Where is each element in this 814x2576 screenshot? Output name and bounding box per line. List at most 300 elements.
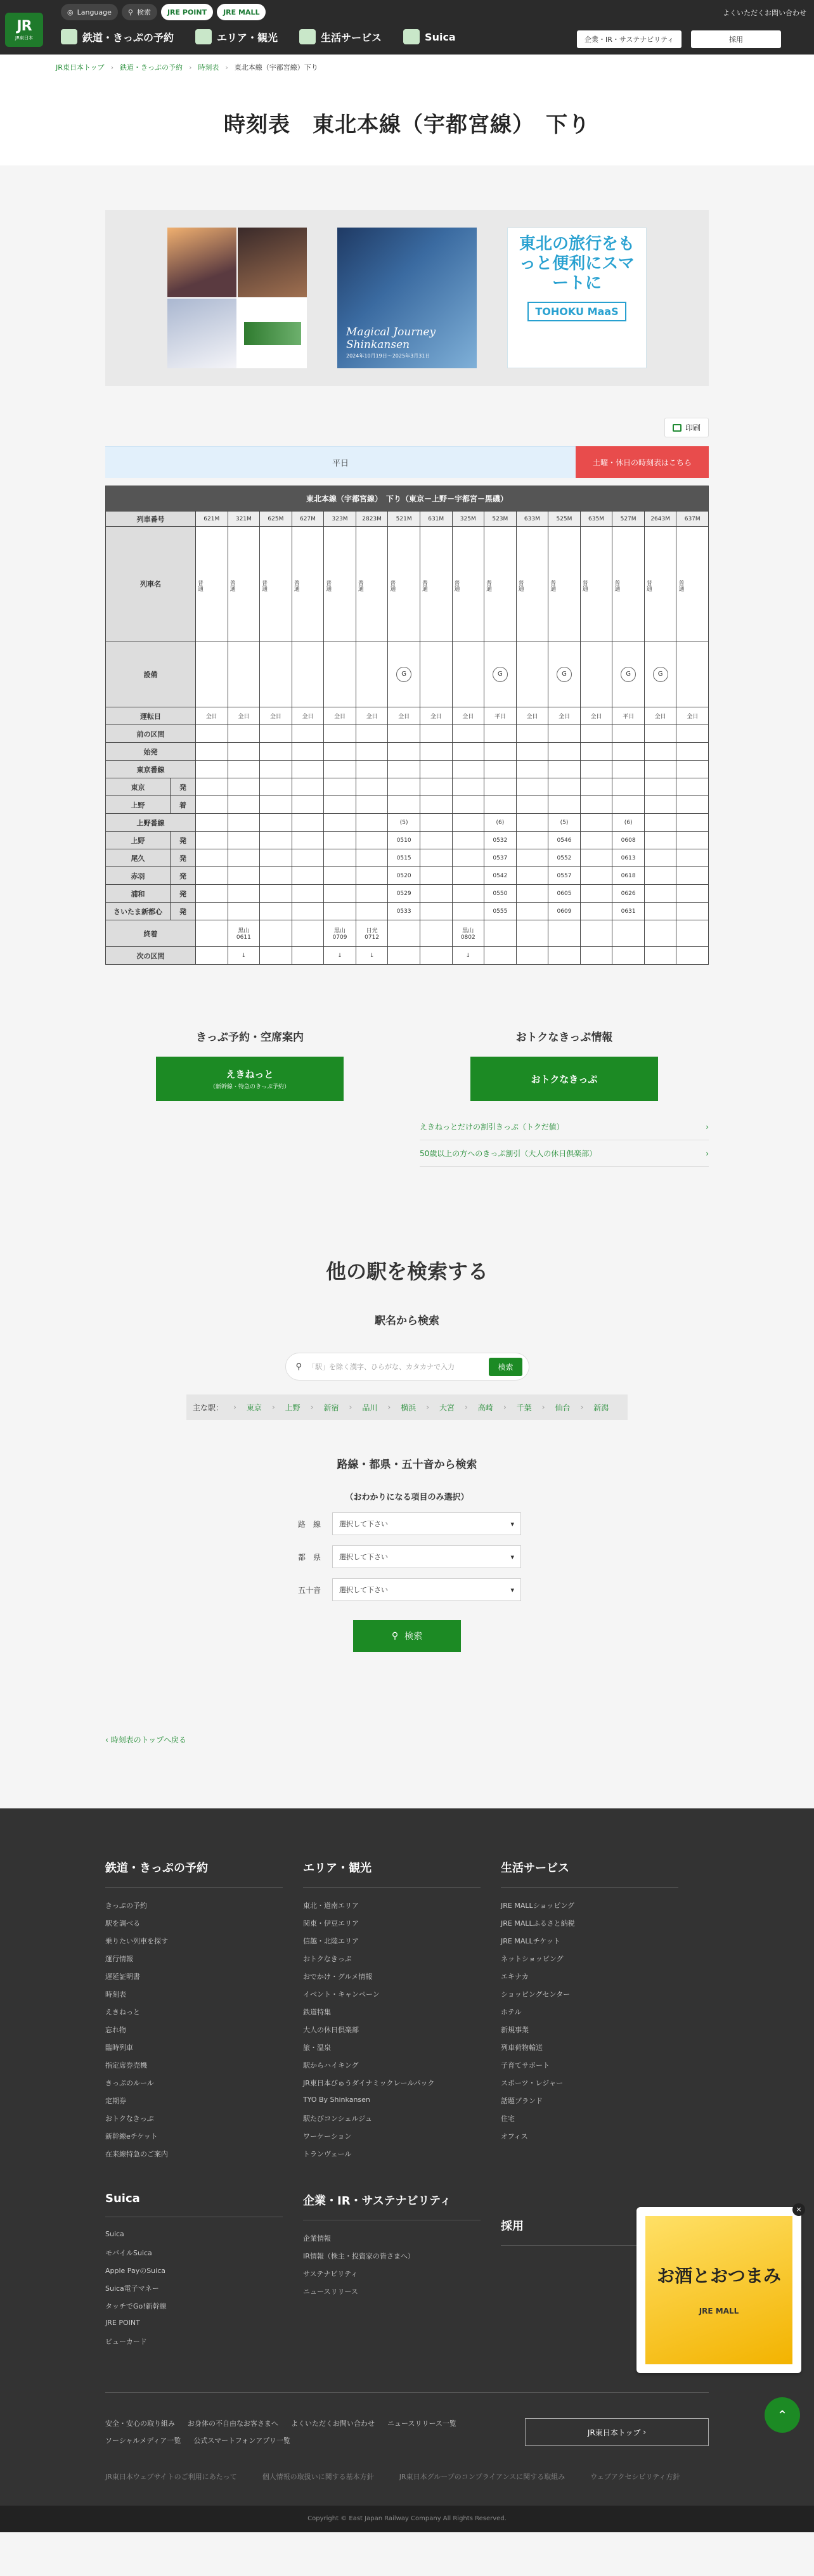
time-cell: ↓: [452, 947, 484, 965]
time-cell: [516, 761, 548, 778]
time-cell: [356, 849, 388, 867]
time-cell: 黒山 0709: [324, 920, 356, 947]
footer-link[interactable]: 運行情報: [105, 1955, 133, 1963]
footer-link[interactable]: 忘れ物: [105, 2026, 126, 2034]
time-cell: [324, 849, 356, 867]
footer-link[interactable]: スポーツ・レジャー: [501, 2079, 564, 2087]
tab-weekend-link[interactable]: 土曜・休日の時刻表はこちら: [576, 446, 709, 478]
train-type: 普通: [453, 580, 460, 591]
station-link[interactable]: 仙台: [555, 1403, 571, 1412]
footer-link[interactable]: 新規事業: [501, 2026, 529, 2034]
station-link[interactable]: 東京: [246, 1403, 262, 1412]
separator: ›: [541, 1403, 545, 1412]
footer-bottom-link[interactable]: ソーシャルメディア一覧: [105, 2437, 181, 2445]
time-cell: [196, 867, 228, 885]
time-cell: [676, 849, 709, 867]
arr-dep-label: 着: [171, 796, 196, 814]
footer-link[interactable]: 乗りたい列車を探す: [105, 1937, 168, 1945]
footer-link[interactable]: 在来線特急のご案内: [105, 2150, 168, 2158]
timetable-row: [106, 761, 709, 778]
time-cell: (6): [612, 814, 645, 832]
time-cell: 0608: [612, 832, 645, 849]
train-number[interactable]: 2823M: [356, 512, 388, 527]
time-cell: [292, 867, 324, 885]
footer-link[interactable]: 子育てサポート: [501, 2061, 550, 2070]
operation-day: 全日: [388, 707, 420, 725]
train-name: [516, 527, 548, 641]
time-cell: [356, 903, 388, 920]
footer-link[interactable]: 大人の休日倶楽部: [303, 2026, 359, 2034]
footer-bottom-link[interactable]: ニュースリリース一覧: [387, 2419, 456, 2428]
time-cell: [644, 849, 676, 867]
train-number[interactable]: 325M: [452, 512, 484, 527]
breadcrumb-item[interactable]: 鉄道・きっぷの予約: [119, 63, 183, 72]
time-cell: [292, 778, 324, 796]
train-number[interactable]: 625M: [260, 512, 292, 527]
timetable-row: [106, 725, 709, 743]
green-car-icon: G: [621, 667, 636, 682]
jre-point-link[interactable]: JRE POINT: [161, 4, 213, 20]
time-cell: [324, 743, 356, 761]
title-bar: [0, 80, 814, 165]
train-name: [612, 527, 645, 641]
footer-link[interactable]: 旅・温泉: [303, 2044, 331, 2052]
time-cell: [676, 725, 709, 743]
time-cell: [388, 725, 420, 743]
footer-link[interactable]: 指定席券売機: [105, 2061, 147, 2070]
time-cell: [260, 947, 292, 965]
tab-weekday[interactable]: 平日: [105, 446, 576, 478]
banner-train-suite[interactable]: [167, 228, 307, 368]
route-search-button[interactable]: [353, 1620, 461, 1652]
train-name: [644, 527, 676, 641]
station-name: 上野: [106, 832, 171, 849]
time-cell: ↓: [356, 947, 388, 965]
time-cell: [644, 867, 676, 885]
green-car-icon: G: [493, 667, 508, 682]
breadcrumb-item[interactable]: 時刻表: [198, 63, 219, 72]
jre-mall-link[interactable]: JRE MALL: [217, 4, 266, 20]
select-label: 都 県: [297, 1552, 321, 1562]
footer-link[interactable]: おトクなきっぷ: [105, 2115, 154, 2123]
time-cell: [644, 832, 676, 849]
time-cell: [356, 867, 388, 885]
separator: ›: [426, 1403, 429, 1412]
train-type: 普通: [325, 580, 332, 591]
station-link[interactable]: 横浜: [401, 1403, 417, 1412]
time-cell: 0631: [612, 903, 645, 920]
train-number[interactable]: 321M: [228, 512, 260, 527]
footer-legal: [105, 2471, 709, 2482]
time-cell: [420, 743, 452, 761]
print-row: [105, 418, 709, 437]
footer-link[interactable]: エキナカ: [501, 1973, 529, 1981]
footer-link[interactable]: イベント・キャンペーン: [303, 1990, 380, 1999]
search-title: 他の駅を検索する: [325, 1259, 488, 1284]
breadcrumb-separator: ›: [225, 63, 228, 72]
footer-heading: 生活サービス: [501, 1859, 678, 1888]
scroll-top-button[interactable]: ⌃: [765, 2397, 800, 2433]
footer-link[interactable]: 遅延証明書: [105, 1973, 140, 1981]
jr-logo[interactable]: [5, 13, 43, 47]
time-cell: 0510: [388, 832, 420, 849]
time-cell: [580, 761, 612, 778]
time-cell: [452, 743, 484, 761]
footer-link[interactable]: JRE MALLショッピング: [501, 1902, 575, 1910]
print-label: 印刷: [685, 423, 701, 432]
time-cell: [292, 920, 324, 947]
station-search-box: [285, 1353, 529, 1381]
footer-link[interactable]: トランヴェール: [303, 2150, 352, 2158]
facility-cell: [644, 641, 676, 707]
time-cell: [516, 778, 548, 796]
train-number[interactable]: 637M: [676, 512, 709, 527]
footer-bottom-link[interactable]: 安全・安心の取り組み: [105, 2419, 175, 2428]
station-search: [105, 1256, 709, 1652]
search-button[interactable]: [122, 4, 157, 20]
time-cell: 0542: [484, 867, 517, 885]
time-cell: [260, 885, 292, 903]
station-name: 次の区間: [106, 947, 196, 965]
footer-link[interactable]: IR情報（株主・投資家の皆さまへ）: [303, 2252, 415, 2260]
time-cell: [420, 885, 452, 903]
time-cell: [292, 796, 324, 814]
footer-link[interactable]: 企業情報: [303, 2234, 331, 2243]
time-cell: 黒山 0611: [228, 920, 260, 947]
legal-link[interactable]: ウェブアクセシビリティ方針: [590, 2473, 680, 2481]
nav-label: Suica: [425, 30, 456, 43]
timetable-row: [106, 903, 709, 920]
floating-ad[interactable]: [636, 2207, 801, 2373]
time-cell: ↓: [228, 947, 260, 965]
time-cell: (5): [548, 814, 581, 832]
footer-link[interactable]: サステナビリティ: [303, 2270, 358, 2278]
footer-bottom-link[interactable]: お身体の不自由なお客さまへ: [188, 2419, 278, 2428]
back-label: 時刻表のトップへ戻る: [110, 1736, 187, 1744]
train-number[interactable]: 621M: [196, 512, 228, 527]
footer-link[interactable]: JRE MALLふるさと納税: [501, 1919, 575, 1928]
train-name: [676, 527, 709, 641]
time-cell: [292, 814, 324, 832]
footer-heading: 鉄道・きっぷの予約: [105, 1859, 283, 1888]
nav-label: エリア・観光: [217, 31, 278, 44]
footer-link[interactable]: 住宅: [501, 2115, 515, 2123]
time-cell: 0532: [484, 832, 517, 849]
station-name: 赤羽: [106, 867, 171, 885]
time-cell: 0618: [612, 867, 645, 885]
time-cell: [388, 761, 420, 778]
language-button[interactable]: [61, 4, 118, 20]
time-cell: [676, 867, 709, 885]
timetable-row: [106, 512, 709, 527]
select-dropdown[interactable]: [332, 1578, 521, 1601]
facility-cell: [420, 641, 452, 707]
station-name: 終着: [106, 920, 196, 947]
time-cell: [260, 814, 292, 832]
footer-link[interactable]: Suica電子マネー: [105, 2284, 159, 2293]
station-link[interactable]: 新宿: [323, 1403, 339, 1412]
facility-cell: [356, 641, 388, 707]
time-cell: 0609: [548, 903, 581, 920]
facility-cell: [516, 641, 548, 707]
train-name: [228, 527, 260, 641]
station-link[interactable]: 品川: [362, 1403, 378, 1412]
footer-link[interactable]: JR東日本びゅうダイナミックレールパック: [303, 2079, 435, 2087]
ad-title: お酒とおつまみ: [657, 2265, 781, 2286]
legal-link[interactable]: 個人情報の取扱いに関する基本方針: [262, 2473, 374, 2481]
time-cell: [260, 832, 292, 849]
print-button[interactable]: [664, 418, 709, 437]
arr-dep-label: 発: [171, 849, 196, 867]
footer-link[interactable]: 鉄道特集: [303, 2008, 331, 2016]
select-label: 路 線: [297, 1519, 321, 1529]
facility-cell: [228, 641, 260, 707]
time-cell: [580, 832, 612, 849]
footer-link[interactable]: 定期券: [105, 2097, 126, 2105]
time-cell: [228, 849, 260, 867]
train-number[interactable]: 525M: [548, 512, 581, 527]
train-type: 普通: [292, 580, 299, 591]
time-cell: [676, 920, 709, 947]
train-number[interactable]: 323M: [324, 512, 356, 527]
operation-day: 全日: [644, 707, 676, 725]
time-cell: [612, 761, 645, 778]
corporate-link[interactable]: 企業・IR・サステナビリティ: [577, 30, 682, 48]
time-cell: [676, 885, 709, 903]
back-to-top-link[interactable]: ‹ 時刻表のトップへ戻る: [105, 1736, 187, 1744]
banner-magical-journey[interactable]: [337, 228, 477, 368]
time-cell: [516, 867, 548, 885]
time-cell: [580, 903, 612, 920]
legal-link[interactable]: JR東日本ウェブサイトのご利用にあたって: [105, 2473, 237, 2481]
train-type: 普通: [581, 580, 588, 591]
footer-link[interactable]: 東北・道南エリア: [303, 1902, 359, 1910]
select-dropdown[interactable]: [332, 1545, 521, 1568]
time-cell: [580, 849, 612, 867]
time-cell: [196, 725, 228, 743]
footer-link[interactable]: Apple PayのSuica: [105, 2267, 165, 2275]
footer-col-rail: [105, 1859, 303, 2354]
time-cell: [420, 796, 452, 814]
language-label: Language: [77, 8, 112, 16]
time-cell: [260, 761, 292, 778]
banner-title: Magical Journey Shinkansen: [346, 326, 436, 351]
nav-icon: [195, 29, 212, 44]
footer-link[interactable]: JRE MALLチケット: [501, 1937, 560, 1945]
time-cell: [292, 832, 324, 849]
footer-link[interactable]: きっぷのルール: [105, 2079, 154, 2087]
footer-bottom-link[interactable]: よくいただくお問い合わせ: [291, 2419, 375, 2428]
time-cell: [324, 761, 356, 778]
row-header: 設備: [106, 641, 196, 707]
nav-item[interactable]: [403, 29, 456, 44]
footer-links: [105, 2392, 709, 2446]
time-cell: [196, 903, 228, 920]
footer-link[interactable]: 臨時列車: [105, 2044, 133, 2052]
time-cell: [644, 743, 676, 761]
close-icon[interactable]: ×: [792, 2203, 805, 2216]
station-link[interactable]: 大宮: [439, 1403, 455, 1412]
footer-link[interactable]: JRE POINT: [105, 2319, 140, 2327]
time-cell: 0529: [388, 885, 420, 903]
station-search-button[interactable]: 検索: [489, 1358, 522, 1376]
footer-link[interactable]: ネットショッピング: [501, 1955, 564, 1963]
facility-cell: [612, 641, 645, 707]
footer-link[interactable]: 駅たびコンシェルジュ: [303, 2115, 373, 2123]
deals-label: おトクなきっぷ: [531, 1073, 598, 1085]
station-link[interactable]: 千葉: [516, 1403, 532, 1412]
route-search-label: 検索: [404, 1632, 423, 1642]
jr-east-top-button[interactable]: JR東日本トップ ›: [525, 2418, 709, 2446]
footer-link[interactable]: 時刻表: [105, 1990, 126, 1999]
time-cell: [516, 920, 548, 947]
time-cell: [644, 947, 676, 965]
select-row: [105, 1578, 709, 1601]
footer-link[interactable]: おトクなきっぷ: [303, 1955, 352, 1963]
deal-link[interactable]: [420, 1114, 709, 1140]
time-cell: [516, 947, 548, 965]
time-cell: [196, 920, 228, 947]
footer-link[interactable]: ホテル: [501, 2008, 522, 2016]
train-number[interactable]: 2643M: [644, 512, 676, 527]
nav-item[interactable]: [299, 29, 382, 44]
footer-link[interactable]: 駅からハイキング: [303, 2061, 359, 2070]
main-stations-label: 主な駅：: [193, 1403, 224, 1412]
station-link[interactable]: 新潟: [593, 1403, 609, 1412]
timetable-row: [106, 486, 709, 512]
facility-cell: [452, 641, 484, 707]
time-cell: [356, 725, 388, 743]
timetable-row: [106, 832, 709, 849]
time-cell: 0546: [548, 832, 581, 849]
train-number[interactable]: 627M: [292, 512, 324, 527]
ekinet-button[interactable]: [156, 1057, 344, 1101]
operation-day: 全日: [228, 707, 260, 725]
train-name: [324, 527, 356, 641]
train-number[interactable]: 633M: [516, 512, 548, 527]
train-name: [292, 527, 324, 641]
facility-cell: [580, 641, 612, 707]
footer-link[interactable]: ワーケーション: [303, 2132, 352, 2141]
operation-day: 全日: [516, 707, 548, 725]
time-cell: [196, 947, 228, 965]
nav-label: 鉄道・きっぷの予約: [82, 31, 174, 44]
train-type: 普通: [389, 580, 396, 591]
banner-tohoku-maas[interactable]: [507, 228, 647, 368]
time-cell: [516, 743, 548, 761]
reservation-section: [156, 1028, 344, 1101]
footer-link[interactable]: 駅を調べる: [105, 1919, 140, 1928]
footer-link[interactable]: ビューカード: [105, 2338, 147, 2346]
footer-link[interactable]: モバイルSuica: [105, 2249, 152, 2257]
footer-link[interactable]: Suica: [105, 2230, 124, 2238]
time-cell: [260, 725, 292, 743]
deals-button[interactable]: [470, 1057, 658, 1101]
logo-subtext: JR東日本: [15, 35, 33, 41]
time-cell: [580, 867, 612, 885]
reservation-title: きっぷ予約・空席案内: [196, 1031, 304, 1044]
time-cell: [196, 743, 228, 761]
row-header: 列車番号: [106, 512, 196, 527]
time-cell: [580, 814, 612, 832]
facility-cell: [388, 641, 420, 707]
footer-heading: 採用: [501, 2217, 678, 2246]
footer-link[interactable]: 列車荷物輸送: [501, 2044, 543, 2052]
deal-link[interactable]: [420, 1140, 709, 1167]
footer-link[interactable]: おでかけ・グルメ情報: [303, 1973, 373, 1981]
time-cell: 0552: [548, 849, 581, 867]
station-search-input[interactable]: 「駅」を除く漢字、ひらがな、カタカナで入力: [308, 1363, 455, 1371]
footer-link[interactable]: TYO By Shinkansen: [303, 2096, 370, 2104]
footer-link[interactable]: オフィス: [501, 2132, 528, 2141]
train-number[interactable]: 631M: [420, 512, 452, 527]
footer-link[interactable]: ニュースリリース: [303, 2288, 358, 2296]
time-cell: [324, 903, 356, 920]
contact-link[interactable]: よくいただくお問い合わせ: [723, 9, 806, 17]
arr-dep-label: 発: [171, 778, 196, 796]
select-row: [105, 1512, 709, 1535]
nav-item[interactable]: [195, 29, 278, 44]
footer-link[interactable]: きっぷの予約: [105, 1902, 147, 1910]
station-link[interactable]: 高崎: [477, 1403, 493, 1412]
select-dropdown[interactable]: [332, 1512, 521, 1535]
time-cell: [356, 832, 388, 849]
footer-link[interactable]: タッチでGo!新幹線: [105, 2302, 167, 2310]
train-name: [196, 527, 228, 641]
time-cell: [452, 867, 484, 885]
breadcrumb-item[interactable]: JR東日本トップ: [56, 63, 105, 72]
time-cell: [324, 832, 356, 849]
nav-item[interactable]: [61, 29, 174, 44]
operation-day: 全日: [548, 707, 581, 725]
time-cell: [228, 778, 260, 796]
footer-link[interactable]: ショッピングセンター: [501, 1990, 571, 1999]
time-cell: 0613: [612, 849, 645, 867]
banner-area: [105, 210, 709, 386]
train-number[interactable]: 523M: [484, 512, 517, 527]
time-cell: 0550: [484, 885, 517, 903]
timetable-row: [106, 885, 709, 903]
copyright: Copyright © East Japan Railway Company All Rights Reserved.: [0, 2506, 814, 2532]
footer-link[interactable]: 関東・伊豆エリア: [303, 1919, 359, 1928]
ekinet-sublabel: （新幹線・特急のきっぷ予約）: [209, 1084, 290, 1090]
recruit-link[interactable]: 採用: [691, 30, 781, 48]
station-link[interactable]: 上野: [285, 1403, 300, 1412]
station-name: さいたま新都心: [106, 903, 171, 920]
search-icon: ⚲: [127, 8, 133, 16]
time-cell: [324, 725, 356, 743]
chevron-down-icon: ▾: [510, 1585, 514, 1594]
train-name: [580, 527, 612, 641]
train-number[interactable]: 635M: [580, 512, 612, 527]
time-cell: [420, 761, 452, 778]
train-number[interactable]: 521M: [388, 512, 420, 527]
banner-photo: [167, 299, 236, 368]
footer-link[interactable]: えきねっと: [105, 2008, 140, 2016]
train-number[interactable]: 527M: [612, 512, 645, 527]
time-cell: [260, 920, 292, 947]
footer-link[interactable]: 信越・北陸エリア: [303, 1937, 359, 1945]
footer-bottom-link[interactable]: 公式スマートフォンアプリ一覧: [193, 2437, 290, 2445]
footer-link[interactable]: 話題ブランド: [501, 2097, 543, 2105]
legal-link[interactable]: JR東日本グループのコンプライアンスに関する取組み: [399, 2473, 565, 2481]
time-cell: [196, 761, 228, 778]
footer-link[interactable]: 新幹線eチケット: [105, 2132, 158, 2141]
time-cell: [676, 796, 709, 814]
station-name: 始発: [106, 743, 196, 761]
train-name: [548, 527, 581, 641]
green-car-icon: G: [557, 667, 572, 682]
